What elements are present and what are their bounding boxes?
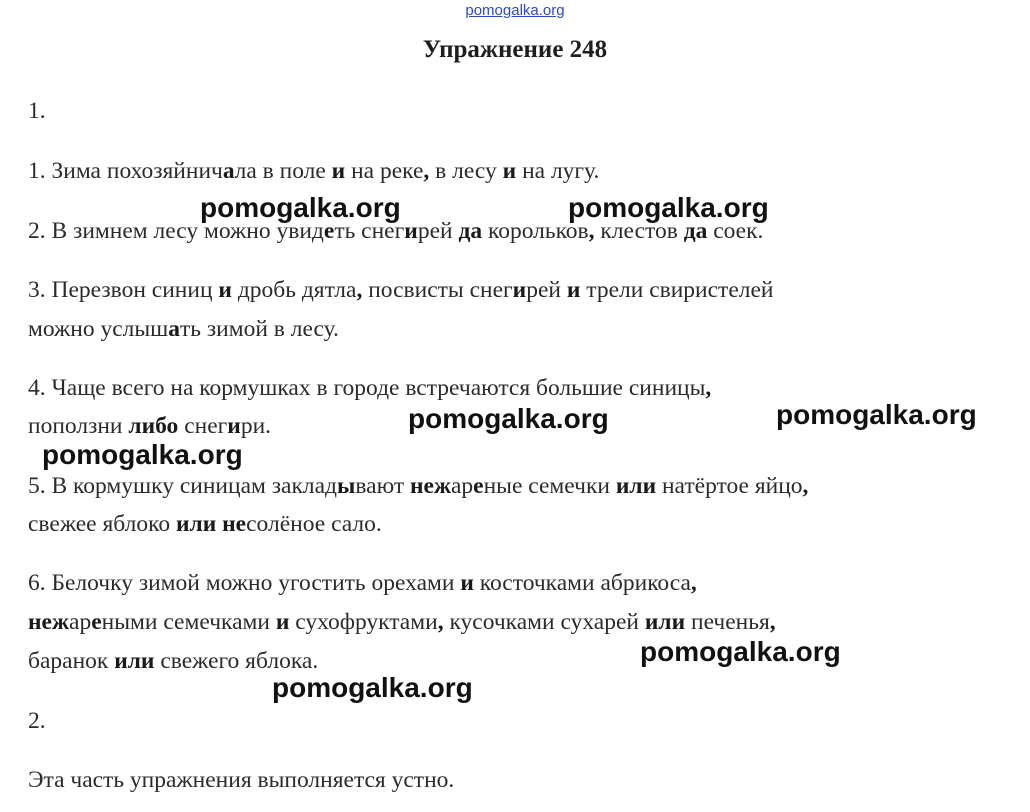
watermark: pomogalka.org — [408, 403, 609, 434]
text-run: ла в поле — [234, 158, 332, 184]
text-run: ри. — [240, 413, 272, 439]
bold-mark: а — [168, 316, 181, 342]
watermark: pomogalka.org — [568, 192, 769, 223]
text-run: свежее яблоко — [28, 511, 176, 537]
text-run: ар — [69, 609, 92, 635]
text-run: натёртое яйцо — [656, 473, 803, 499]
bold-mark: е — [473, 473, 484, 499]
text-run: печенья — [685, 609, 770, 635]
sentence-6-line-2 — [28, 607, 776, 637]
text-run: ные семечки — [483, 473, 616, 499]
bold-mark: , — [690, 570, 697, 596]
text-run: на лугу. — [516, 158, 600, 184]
bold-mark: а — [222, 158, 235, 184]
bold-mark: да — [458, 218, 483, 244]
bold-mark: е — [323, 218, 335, 244]
text-run: соек. — [707, 218, 764, 244]
sentence-6-line-1 — [28, 568, 697, 598]
text-run: кусочками сухарей — [443, 609, 645, 635]
sentence-3-line-1 — [28, 275, 774, 305]
watermark: pomogalka.org — [776, 399, 977, 430]
bold-mark: и — [404, 218, 418, 244]
bold-mark: неж — [28, 609, 70, 635]
text-run: ными семечками — [101, 609, 276, 635]
bold-mark: и — [227, 413, 241, 439]
text-run: 2. В зимнем лесу можно увид — [28, 218, 324, 244]
text-run: корольков — [482, 218, 589, 244]
text-run: можно услыш — [28, 316, 169, 342]
text-run: ть зимой в лесу. — [180, 316, 339, 342]
bold-mark: и — [275, 609, 290, 635]
bold-mark: и — [218, 277, 232, 303]
text-run: вают — [355, 473, 410, 499]
bold-mark: , — [802, 473, 809, 499]
text-run: косточками абрикоса — [473, 570, 691, 596]
bold-mark: неж — [409, 473, 451, 499]
bold-mark: , — [423, 158, 430, 184]
text-run: солёное сало. — [246, 511, 382, 537]
sentence-3-line-2 — [28, 314, 339, 344]
sentence-4-line-1 — [28, 373, 711, 403]
bold-mark: и — [460, 570, 474, 596]
sentence-5-line-1 — [28, 471, 808, 501]
part-2-text: Эта часть упражнения выполняется устно. — [28, 767, 455, 793]
site-link[interactable]: pomogalka.org — [465, 2, 565, 19]
text-run: в лесу — [429, 158, 503, 184]
bold-mark: или — [114, 648, 155, 674]
text-run: 5. В кормушку синицам заклад — [28, 473, 337, 499]
bold-mark: , — [769, 609, 776, 635]
bold-mark: , — [356, 277, 363, 303]
bold-mark: , — [588, 218, 595, 244]
bold-mark: и — [512, 277, 527, 303]
text-run: 3. Перезвон синиц — [28, 277, 219, 303]
text-run: снег — [178, 413, 228, 439]
text-run: сухофруктами — [289, 609, 438, 635]
bold-mark: не — [222, 511, 247, 537]
text-run: дробь дятла — [231, 277, 357, 303]
text-run: клестов — [594, 218, 684, 244]
bold-mark: или — [176, 511, 217, 537]
bold-mark: или — [615, 473, 657, 499]
bold-mark: , — [705, 375, 712, 401]
bold-mark: либо — [128, 413, 179, 439]
text-run: 1. Зима похозяйнич — [28, 158, 223, 184]
watermark: pomogalka.org — [42, 439, 243, 470]
text-run: ть снег — [334, 218, 405, 244]
bold-mark: е — [91, 609, 102, 635]
text-run: рей — [526, 277, 567, 303]
bold-mark: ы — [337, 473, 356, 499]
sentence-1-line-1 — [28, 156, 599, 186]
bold-mark: , — [437, 609, 444, 635]
exercise-title: Упражнение 248 — [422, 36, 608, 63]
bold-mark: и — [502, 158, 517, 184]
text-run: 6. Белочку зимой можно угостить орехами — [28, 570, 461, 596]
text-run: рей — [417, 218, 459, 244]
bold-mark: да — [683, 218, 708, 244]
text-run: ар — [450, 473, 474, 499]
text-run: свежего яблока. — [154, 648, 319, 674]
part-1-label: 1. — [28, 98, 46, 124]
bold-mark: и — [331, 158, 346, 184]
bold-mark: или — [644, 609, 686, 635]
text-run: посвисты снег — [362, 277, 513, 303]
text-run: баранок — [28, 648, 115, 674]
watermark: pomogalka.org — [200, 192, 401, 223]
text-run: поползни — [28, 413, 129, 439]
sentence-5-line-2 — [28, 509, 382, 539]
sentence-4-line-2 — [28, 411, 271, 441]
bold-mark: и — [566, 277, 581, 303]
text-run: трели свиристелей — [580, 277, 774, 303]
watermark: pomogalka.org — [640, 636, 841, 667]
text-run: на реке — [345, 158, 424, 184]
part-2-label: 2. — [28, 708, 46, 734]
watermark: pomogalka.org — [272, 672, 473, 703]
text-run: 4. Чаще всего на кормушках в городе встречаются большие синицы — [28, 375, 706, 401]
